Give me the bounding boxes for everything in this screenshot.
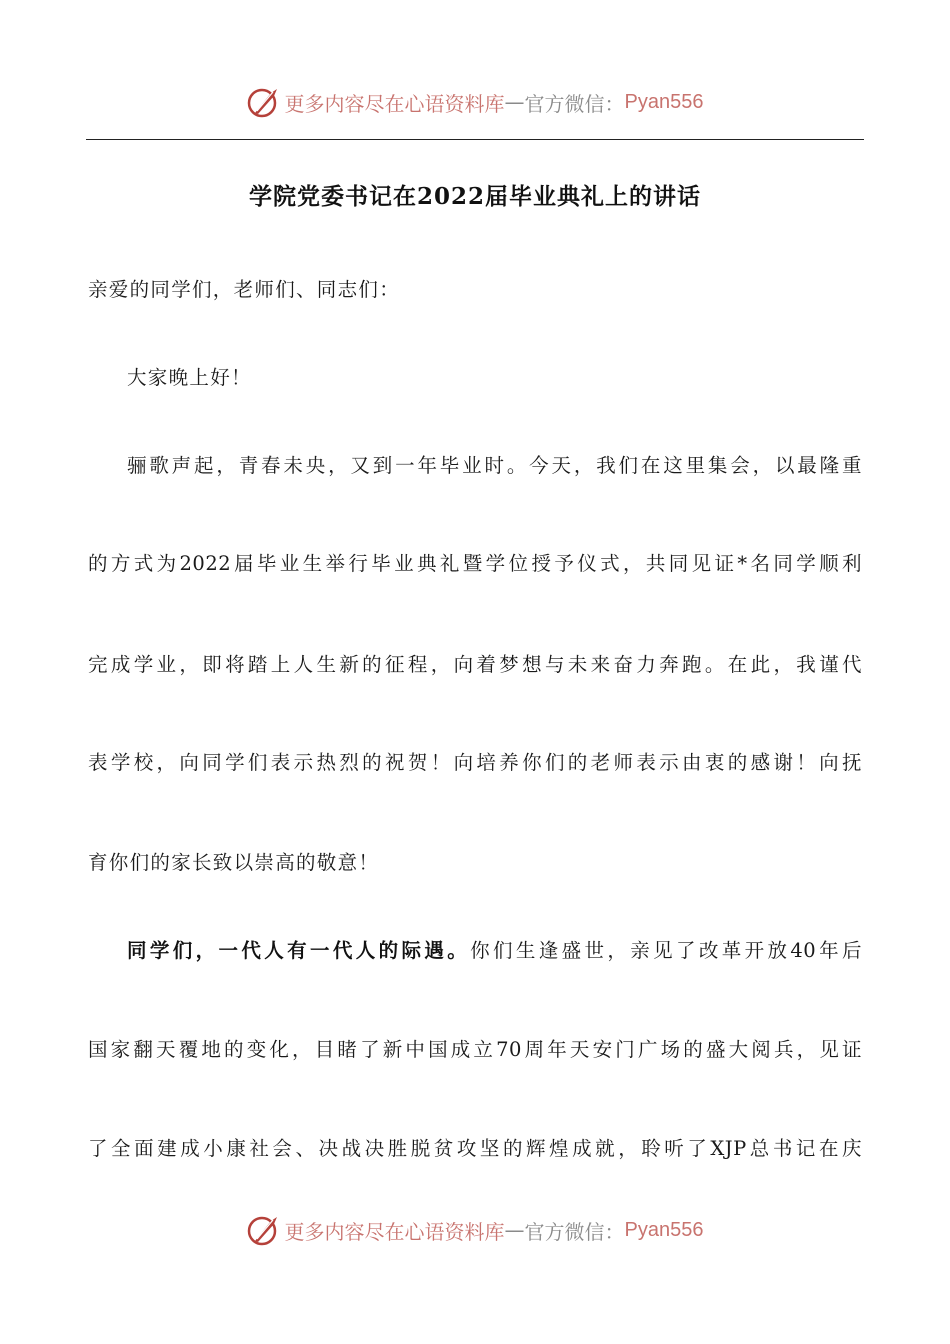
- watermark-separator: —: [504, 90, 525, 114]
- document-title: 学院党委书记在2022届毕业典礼上的讲话: [248, 183, 701, 210]
- footer-watermark: [0, 1210, 950, 1250]
- watermark-wechat-id: Pyan556: [624, 90, 704, 113]
- paragraph-1-line-3: 完成学业，即将踏上人生新的征程，向着梦想与未来奋力奔跑。在此，我谨代: [88, 653, 862, 676]
- header-divider: [86, 139, 864, 140]
- paragraph-1-line-2: 的方式为2022届毕业生举行毕业典礼暨学位授予仪式，共同见证*名同学顺利: [88, 552, 862, 575]
- header-watermark: [0, 82, 950, 122]
- paragraph-2-lead-bold: 同学们，一代人有一代人的际遇。: [127, 939, 471, 962]
- paragraph-1-line-4: 表学校，向同学们表示热烈的祝贺！向培养你们的老师表示由衷的感谢！向抚: [88, 751, 862, 774]
- quill-pen-logo-icon: [247, 85, 281, 119]
- paragraph-1-line-5: 育你们的家长致以崇高的敬意！: [88, 851, 380, 874]
- paragraph-2-line-2: 国家翻天覆地的变化，目睹了新中国成立70周年天安门广场的盛大阅兵，见证: [88, 1038, 862, 1061]
- paragraph-1-line-1: 骊歌声起，青春未央，又到一年毕业时。今天，我们在这里集会，以最隆重: [127, 454, 862, 477]
- paragraph-2-line-1: [88, 935, 862, 963]
- watermark-wechat-label: 官方微信：: [524, 1219, 625, 1244]
- watermark-wechat-id: Pyan556: [624, 1218, 704, 1241]
- watermark-separator: —: [504, 1218, 525, 1242]
- greeting: 大家晚上好！: [127, 366, 252, 389]
- watermark-brand-text: 更多内容尽在心语资料库: [284, 91, 505, 116]
- watermark-wechat-label: 官方微信：: [524, 91, 625, 116]
- watermark-brand-text: 更多内容尽在心语资料库: [284, 1219, 505, 1244]
- paragraph-2-line-1-text: 你们生逢盛世，亲见了改革开放40年后: [470, 939, 862, 962]
- salutation: 亲爱的同学们，老师们、同志们：: [88, 278, 401, 301]
- quill-pen-logo-icon: [247, 1213, 281, 1247]
- paragraph-2-line-3: 了全面建成小康社会、决战决胜脱贫攻坚的辉煌成就，聆听了XJP总书记在庆: [88, 1137, 862, 1160]
